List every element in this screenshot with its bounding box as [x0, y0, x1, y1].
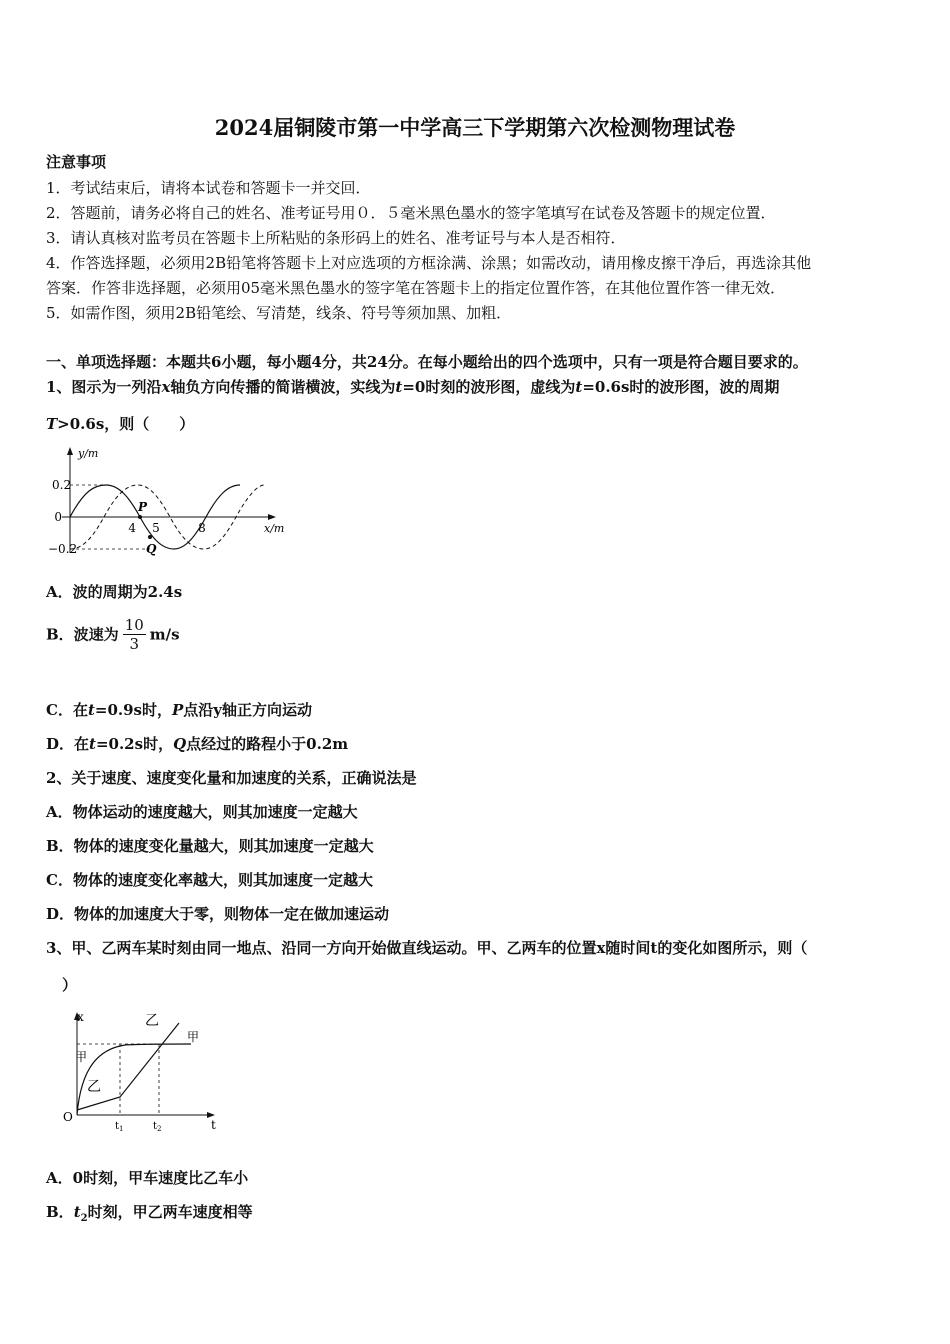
q1-stem-cont: T>0.6s，则（ ） — [46, 415, 195, 433]
q1-option-b: B．波速为 $\frac{10}{3}$ m/s — [46, 616, 180, 653]
q1-x-tick-4: 4 — [128, 521, 136, 535]
q1-wave-graph — [40, 443, 300, 563]
q1-y-tick-pos: 0.2 — [52, 478, 72, 492]
q3-label-jia-left: 甲 — [75, 1050, 88, 1064]
q2-option-c: C．物体的速度变化率越大，则其加速度一定越大 — [46, 871, 373, 889]
q1-label-q: Q — [146, 542, 157, 556]
q1-x-label: x/m — [264, 522, 285, 535]
notice-item-4: 4．作答选择题，必须用2B铅笔将答题卡上对应选项的方框涂满、涂黑；如需改动，请用橡皮擦干净后，再选涂其他 — [46, 254, 812, 272]
q1-y-tick-zero: 0 — [54, 510, 62, 524]
q3-label-yi-mid: 乙 — [87, 1079, 101, 1095]
q3-label-jia-right: 甲 — [187, 1030, 200, 1044]
q3-t2-label: $t_2$ — [153, 1121, 162, 1133]
q3-position-graph — [55, 1005, 230, 1135]
q1-x-arrow — [268, 514, 276, 520]
q3-line-yi — [77, 1023, 179, 1110]
q1-y-label: y/m — [78, 447, 99, 460]
q3-label-yi-top: 乙 — [145, 1013, 159, 1029]
q1-option-c: C．在t=0.9s时，P点沿y轴正方向运动 — [46, 701, 313, 719]
q2-option-b: B．物体的速度变化量越大，则其加速度一定越大 — [46, 837, 374, 855]
q3-stem-close: ） — [62, 976, 78, 994]
q3-origin-label: O — [63, 1110, 73, 1124]
q2-option-d: D．物体的加速度大于零，则物体一定在做加速运动 — [46, 905, 390, 923]
notice-item-5: 5．如需作图，须用2B铅笔绘、写清楚，线条、符号等须加黑、加粗． — [46, 304, 512, 322]
q2-option-a: A．物体运动的速度越大，则其加速度一定越大 — [46, 803, 358, 821]
q1-stem: 1、图示为一列沿x轴负方向传播的简谐横波，实线为t=0时刻的波形图，虚线为t=0.6s时的波形图，波的周期 — [46, 378, 780, 396]
notice-heading: 注意事项 — [46, 153, 107, 171]
notice-item-3: 3．请认真核对监考员在答题卡上所粘贴的条形码上的姓名、准考证号与本人是否相符． — [46, 229, 626, 247]
q1-option-d: D．在t=0.2s时，Q点经过的路程小于0.2m — [46, 735, 349, 753]
q1-option-b-numerator: 10 — [124, 616, 144, 634]
q3-t1-label: $t_1$ — [115, 1121, 124, 1133]
notice-item-1: 1．考试结束后，请将本试卷和答题卡一并交回． — [46, 179, 371, 197]
q1-point-q — [148, 535, 152, 539]
q1-option-a: A．波的周期为2.4s — [46, 583, 183, 601]
q1-x-tick-5: 5 — [152, 521, 160, 535]
q3-option-a: A．0时刻，甲车速度比乙车小 — [46, 1169, 249, 1187]
q1-option-b-denominator: 3 — [129, 635, 139, 653]
page-title: 2024届铜陵市第一中学高三下学期第六次检测物理试卷 — [214, 115, 736, 140]
q3-y-label: x — [77, 1010, 84, 1024]
q1-x-tick-8: 8 — [198, 521, 206, 535]
q1-y-arrow — [67, 447, 73, 455]
q1-label-p: P — [138, 500, 148, 514]
notice-item-2: 2．答题前，请务必将自己的姓名、准考证号用０．５毫米黑色墨水的签字笔填写在试卷及答题卡的规定位置． — [46, 204, 776, 222]
q3-stem: 3、甲、乙两车某时刻由同一地点、沿同一方向开始做直线运动。甲、乙两车的位置x随时间t的变化如图所示，则（ — [46, 939, 808, 957]
q3-option-b: B．$t_2$时刻，甲乙两车速度相等 — [46, 1203, 253, 1224]
q3-x-label: t — [211, 1118, 216, 1132]
q1-point-p — [138, 515, 142, 519]
q2-stem: 2、关于速度、速度变化量和加速度的关系，正确说法是 — [46, 769, 417, 787]
notice-item-4-cont: 答案．作答非选择题，必须用05毫米黑色墨水的签字笔在答题卡上的指定位置作答，在其他位置作答一律无效． — [46, 279, 786, 297]
q1-y-tick-neg: −0.2 — [48, 542, 78, 556]
section-heading: 一、单项选择题：本题共6小题，每小题4分，共24分。在每小题给出的四个选项中，只有一项是符合题目要求的。 — [46, 353, 808, 371]
